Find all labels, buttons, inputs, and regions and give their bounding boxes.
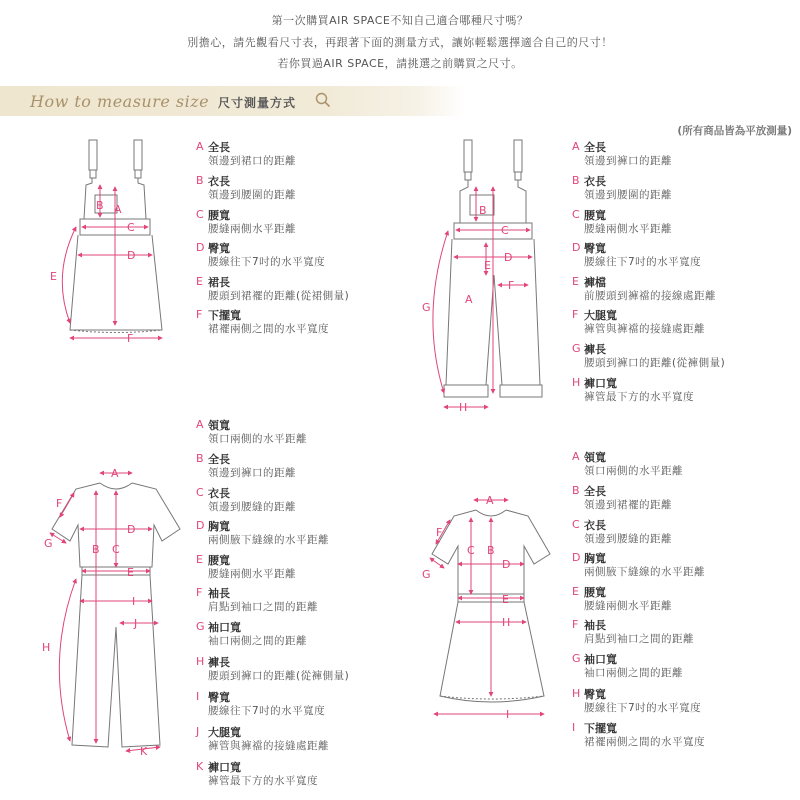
label-H: H (42, 641, 51, 654)
label-G: G (422, 301, 431, 314)
label-E: E (50, 270, 57, 283)
jumpsuit-diagram (36, 455, 196, 765)
label-B: B (487, 544, 495, 557)
label-C: C (501, 224, 509, 237)
overall-pants-diagram (418, 135, 568, 420)
label-C: C (127, 221, 135, 234)
intro-line-2: 別擔心，請先觀看尺寸表，再跟著下面的測量方式，讓妳輕鬆選擇適合自己的尺寸！ (187, 36, 613, 49)
label-K: K (140, 745, 148, 758)
label-H: H (502, 616, 511, 629)
banner-script-title: How to measure size (30, 92, 210, 111)
dress-diagram (416, 488, 566, 728)
label-F: F (436, 526, 443, 539)
label-J: J (134, 617, 138, 630)
label-D: D (127, 523, 136, 536)
label-B: B (96, 199, 104, 212)
intro-line-3: 若你買過AIR SPACE，請挑選之前購買之尺寸。 (277, 57, 523, 70)
label-E: E (127, 566, 134, 579)
flat-measure-note: (所有商品皆為平放測量) (677, 125, 792, 137)
overall-dress-diagram (40, 135, 190, 350)
label-I: I (132, 595, 136, 608)
label-A: A (114, 203, 122, 216)
label-C: C (112, 543, 120, 556)
label-G: G (44, 537, 53, 550)
label-D: D (502, 558, 511, 571)
label-A: A (465, 293, 473, 306)
label-G: G (422, 568, 431, 581)
label-F: F (127, 332, 134, 345)
label-B: B (92, 543, 100, 556)
search-icon (314, 91, 332, 109)
intro-line-1: 第一次購買AIR SPACE不知自己適合哪種尺寸嗎？ (271, 14, 529, 27)
label-D: D (504, 251, 513, 264)
label-A: A (486, 494, 494, 507)
section-banner (0, 86, 465, 116)
label-C: C (467, 544, 475, 557)
label-F: F (508, 279, 515, 292)
label-H: H (459, 401, 468, 414)
label-F: F (56, 497, 63, 510)
label-A: A (111, 467, 119, 480)
label-E: E (484, 259, 491, 272)
label-B: B (479, 204, 487, 217)
banner-title: 尺寸測量方式 (218, 96, 297, 110)
label-D: D (127, 249, 136, 262)
label-I: I (506, 708, 510, 721)
label-E: E (502, 593, 509, 606)
